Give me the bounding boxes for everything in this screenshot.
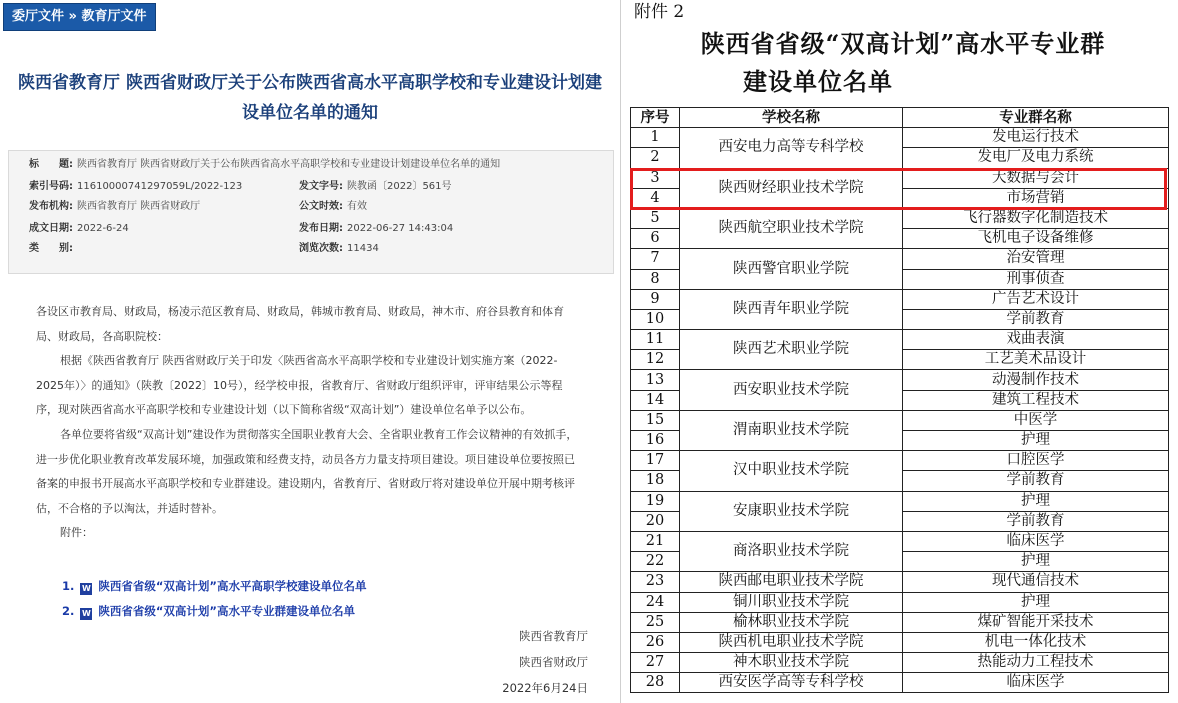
specialty-group-name: 建筑工程技术 — [903, 390, 1169, 410]
row-number: 6 — [631, 229, 680, 249]
document-title-line1: 陕西省教育厅 陕西省财政厅关于公布陕西省高水平高职学校和专业建设计划建 — [18, 73, 602, 93]
specialty-group-name: 护理 — [903, 592, 1169, 612]
meta-issuer-label: 发布机构: — [29, 201, 73, 212]
row-number: 23 — [631, 572, 680, 592]
specialty-group-name: 市场营销 — [903, 188, 1169, 208]
row-number: 5 — [631, 208, 680, 228]
table-row — [631, 330, 1169, 350]
specialty-group-name: 刑事侦查 — [903, 269, 1169, 289]
row-number: 19 — [631, 491, 680, 511]
school-name: 陕西机电职业技术学院 — [680, 632, 903, 652]
school-name: 汉中职业技术学院 — [680, 451, 903, 491]
school-name: 渭南职业技术学院 — [680, 410, 903, 450]
specialty-group-name: 发电厂及电力系统 — [903, 148, 1169, 168]
row-number: 18 — [631, 471, 680, 491]
specialty-group-name: 工艺美术品设计 — [903, 350, 1169, 370]
header-specialty-group: 专业群名称 — [903, 108, 1169, 128]
table-row — [631, 128, 1169, 148]
specialty-group-name: 大数据与会计 — [903, 168, 1169, 188]
specialty-group-name: 临床医学 — [903, 531, 1169, 551]
attachment-title[interactable]: 陕西省省级“双高计划”高水平专业群建设单位名单 — [98, 604, 355, 618]
body-paragraph-basis: 根据《陕西省教育厅 陕西省财政厅关于印发〈陕西省高水平高职学校和专业建设计划实施方案（2022-2025年）〉的通知》（陕教〔2022〕10号），经学校申报，省教育厅、省财政厅组织评审，评审结果公示等程序，现对陕西省高水平高职学校和专业建设计划（以下简称省级“双高计划”）建设单位名单予以公布。 — [36, 354, 563, 417]
school-name: 陕西艺术职业学院 — [680, 330, 903, 370]
meta-created-label: 成文日期: — [29, 223, 73, 234]
meta-category-row — [29, 241, 77, 257]
attachment-title[interactable]: 陕西省省级“双高计划”高水平高职学校建设单位名单 — [98, 579, 367, 593]
specialty-group-name: 中医学 — [903, 410, 1169, 430]
breadcrumb — [3, 3, 156, 31]
meta-index-row — [29, 179, 242, 195]
table-row — [631, 673, 1169, 693]
row-number: 7 — [631, 249, 680, 269]
meta-docno-row — [299, 179, 452, 195]
specialty-group-name: 护理 — [903, 491, 1169, 511]
meta-title-row — [29, 157, 500, 173]
school-name: 陕西邮电职业技术学院 — [680, 572, 903, 592]
school-name: 西安医学高等专科学校 — [680, 673, 903, 693]
table-header-row — [631, 108, 1169, 128]
table-row — [631, 491, 1169, 511]
specialty-group-name: 飞机电子设备维修 — [903, 229, 1169, 249]
row-number: 1 — [631, 128, 680, 148]
school-name: 西安电力高等专科学校 — [680, 128, 903, 168]
specialty-group-name: 机电一体化技术 — [903, 632, 1169, 652]
school-name: 铜川职业技术学院 — [680, 592, 903, 612]
specialty-group-name: 现代通信技术 — [903, 572, 1169, 592]
annex-title-line2: 建设单位名单 — [743, 67, 893, 96]
meta-created-value: 2022-6-24 — [77, 223, 129, 234]
specialty-group-name: 飞行器数字化制造技术 — [903, 208, 1169, 228]
row-number: 8 — [631, 269, 680, 289]
table-row — [631, 370, 1169, 390]
specialty-group-name: 煤矿智能开采技术 — [903, 612, 1169, 632]
row-number: 13 — [631, 370, 680, 390]
row-number: 25 — [631, 612, 680, 632]
metadata-panel — [8, 150, 614, 274]
table-row — [631, 289, 1169, 309]
annex-label: 附件 2 — [634, 2, 685, 22]
table-row — [631, 592, 1169, 612]
table-row — [631, 612, 1169, 632]
row-number: 15 — [631, 410, 680, 430]
table-row — [631, 451, 1169, 471]
attachment-number: 1. — [62, 579, 75, 593]
body-salutation: 各设区市教育局、财政局，杨凌示范区教育局、财政局，韩城市教育局、财政局，神木市、府谷县教育和体育局、财政局，各高职院校： — [36, 305, 564, 343]
attachment-link-1[interactable] — [62, 578, 367, 595]
meta-validity-row — [299, 199, 367, 215]
specialty-group-name: 学前教育 — [903, 511, 1169, 531]
meta-docno-label: 发文字号: — [299, 181, 343, 192]
meta-issuer-row — [29, 199, 200, 215]
specialty-group-name: 广告艺术设计 — [903, 289, 1169, 309]
word-doc-icon: W — [81, 609, 91, 618]
attachment-number: 2. — [62, 604, 75, 618]
breadcrumb-item-committee-docs[interactable]: 委厅文件 — [12, 9, 65, 24]
row-number: 9 — [631, 289, 680, 309]
row-number: 28 — [631, 673, 680, 693]
specialty-group-name: 护理 — [903, 552, 1169, 572]
annex-page — [628, 0, 1178, 703]
meta-index-value: 11610000741297059L/2022-123 — [77, 181, 243, 192]
school-name: 陕西青年职业学院 — [680, 289, 903, 329]
meta-validity-label: 公文时效: — [299, 201, 343, 212]
document-title — [0, 68, 620, 128]
meta-published-value: 2022-06-27 14:43:04 — [347, 223, 454, 234]
meta-category-label: 类 别: — [29, 243, 73, 254]
meta-published-label: 发布日期: — [299, 223, 343, 234]
school-name: 安康职业技术学院 — [680, 491, 903, 531]
header-school-name: 学校名称 — [680, 108, 903, 128]
row-number: 20 — [631, 511, 680, 531]
row-number: 27 — [631, 653, 680, 673]
school-name: 陕西财经职业技术学院 — [680, 168, 903, 208]
specialty-group-name: 学前教育 — [903, 309, 1169, 329]
breadcrumb-item-education-docs[interactable]: 教育厅文件 — [81, 9, 147, 24]
attachment-link-2[interactable] — [62, 603, 355, 620]
meta-validity-value: 有效 — [347, 201, 367, 212]
specialty-group-name: 学前教育 — [903, 471, 1169, 491]
row-number: 24 — [631, 592, 680, 612]
table-row — [631, 208, 1169, 228]
specialty-group-name: 热能动力工程技术 — [903, 653, 1169, 673]
specialty-group-name: 口腔医学 — [903, 451, 1169, 471]
specialty-group-name: 动漫制作技术 — [903, 370, 1169, 390]
row-number: 17 — [631, 451, 680, 471]
school-name: 西安职业技术学院 — [680, 370, 903, 410]
document-title-line2: 设单位名单的通知 — [242, 103, 378, 123]
meta-index-label: 索引号码: — [29, 181, 73, 192]
school-name: 商洛职业技术学院 — [680, 531, 903, 571]
word-doc-icon: W — [81, 584, 91, 593]
row-number: 2 — [631, 148, 680, 168]
meta-views-label: 浏览次数: — [299, 243, 343, 254]
table-row — [631, 572, 1169, 592]
meta-docno-value: 陕教函〔2022〕561号 — [347, 181, 452, 192]
school-name: 榆林职业技术学院 — [680, 612, 903, 632]
document-body — [36, 300, 584, 546]
school-name: 陕西警官职业学院 — [680, 249, 903, 289]
row-number: 3 — [631, 168, 680, 188]
meta-title-value: 陕西省教育厅 陕西省财政厅关于公布陕西省高水平高职学校和专业建设计划建设单位名单的通知 — [77, 159, 501, 170]
specialty-group-name: 治安管理 — [903, 249, 1169, 269]
table-row — [631, 632, 1169, 652]
school-name: 神木职业技术学院 — [680, 653, 903, 673]
row-number: 16 — [631, 431, 680, 451]
meta-issuer-value: 陕西省教育厅 陕西省财政厅 — [77, 201, 201, 212]
row-number: 11 — [631, 330, 680, 350]
signature-education-dept: 陕西省教育厅 — [519, 629, 588, 643]
specialty-group-name: 临床医学 — [903, 673, 1169, 693]
specialty-group-name: 护理 — [903, 431, 1169, 451]
row-number: 10 — [631, 309, 680, 329]
header-number: 序号 — [631, 108, 680, 128]
annex-title-line1: 陕西省省级“双高计划”高水平专业群 — [700, 29, 1106, 58]
attachments-label: 附件： — [60, 526, 93, 540]
document-date: 2022年6月24日 — [502, 681, 588, 695]
row-number: 22 — [631, 552, 680, 572]
meta-views-row — [299, 241, 379, 257]
specialty-group-name: 戏曲表演 — [903, 330, 1169, 350]
signature-finance-dept: 陕西省财政厅 — [519, 655, 588, 669]
table-row — [631, 249, 1169, 269]
body-paragraph-requirements: 各单位要将省级“双高计划”建设作为贯彻落实全国职业教育大会、全省职业教育工作会议精神的有效抓手，进一步优化职业教育改革发展环境，加强政策和经费支持，动员各方力量支持项目建设。项目建设单位要按照已备案的申报书开展高水平高职学校和专业群建设。建设期内，省教育厅、省财政厅将对建设单位开展中期考核评估，不合格的予以淘汰，并适时替补。 — [36, 427, 578, 515]
meta-title-label: 标 题: — [29, 159, 73, 170]
table-row — [631, 531, 1169, 551]
meta-views-value: 11434 — [347, 243, 379, 254]
specialty-group-name: 发电运行技术 — [903, 128, 1169, 148]
row-number: 12 — [631, 350, 680, 370]
meta-published-row — [299, 221, 453, 237]
breadcrumb-separator: » — [68, 9, 77, 24]
table-row — [631, 410, 1169, 430]
row-number: 21 — [631, 531, 680, 551]
meta-created-row — [29, 221, 129, 237]
row-number: 4 — [631, 188, 680, 208]
table-row — [631, 653, 1169, 673]
school-name: 陕西航空职业技术学院 — [680, 208, 903, 248]
row-number: 14 — [631, 390, 680, 410]
highlight-box — [630, 168, 1167, 210]
row-number: 26 — [631, 632, 680, 652]
